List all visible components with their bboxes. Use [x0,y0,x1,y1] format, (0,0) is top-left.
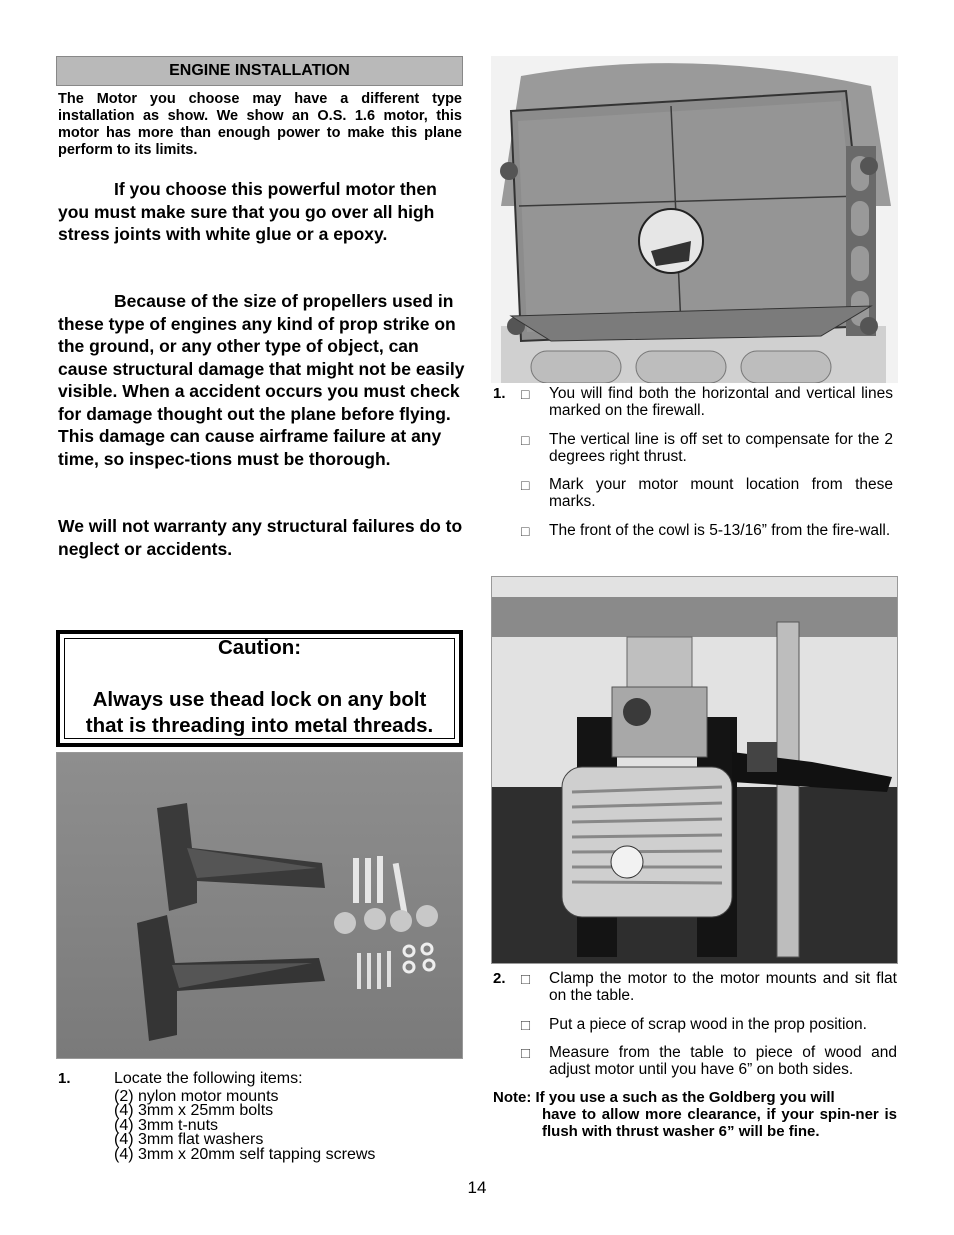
firewall-steps [493,385,897,562]
page-number: 14 [467,1178,487,1197]
section-title: ENGINE INSTALLATION [169,62,350,79]
paragraph-propellers: Because of the size of propellers used in these type of engines any kind of prop strike on the ground, or any other type of object, can cause structural damage that might not be easily visible. When a accident occurs you must check for damage thought out the plane before flying. This damage can cause airframe failure at any time, so inspec-tions must be thorough. [58,291,465,469]
checklist-item [493,476,897,522]
caution-title: Caution: [217,636,302,659]
checkbox-icon[interactable]: □ [521,432,530,448]
checkbox-icon[interactable]: □ [521,386,530,402]
motor-steps [493,970,897,1084]
checkbox-icon[interactable]: □ [521,1045,531,1062]
caution-box [56,630,463,747]
list-item: (4) 3mm flat washers [114,1131,264,1149]
parts-list [114,1090,375,1162]
section-title-bar [56,56,463,86]
checkbox-icon[interactable]: □ [521,971,531,988]
step-number: 1. [493,385,506,402]
checklist-text: The vertical line is off set to compensate for the 2 degrees right thrust. [549,431,893,465]
paragraph-powerful-motor: If you choose this powerful motor then you must make sure that you go over all high stress joints with white glue or a epoxy. [58,179,437,244]
checklist-item [493,522,897,562]
list-item: (4) 3mm x 25mm bolts [114,1102,274,1120]
checkbox-icon[interactable]: □ [521,1017,531,1034]
paragraph-warranty: We will not warranty any structural failures do to neglect or accidents. [58,516,463,559]
caution-line: Always use thead lock on any bolt [92,688,427,711]
checkbox-icon[interactable]: □ [521,477,530,493]
note-text-rest: have to allow more clearance, if your spin-ner is flush with thrust washer 6” will be fine. [542,1106,897,1140]
checklist-text: The front of the cowl is 5-13/16” from the fire-wall. [549,522,891,539]
motor-photo [491,576,898,964]
list-item: (4) 3mm t-nuts [114,1116,219,1134]
note-block [493,1089,897,1140]
intro-paragraph: The Motor you choose may have a different type installation as show. We show an O.S. 1.6 motor, this motor has more than enough power to make this plane perform to its limits. [58,91,462,158]
note-text-first: If you use a such as the Goldberg you will [535,1089,835,1106]
checklist-text: Mark your motor mount location from these marks. [549,476,893,510]
list-item: (4) 3mm x 20mm self tapping screws [114,1145,376,1163]
checklist-text: Put a piece of scrap wood in the prop position. [549,1016,867,1033]
checklist-item [493,1016,897,1044]
checklist-text: You will find both the horizontal and vertical lines marked on the firewall. [549,385,893,419]
list-item: (2) nylon motor mounts [114,1088,279,1105]
checkbox-icon[interactable]: □ [521,523,530,539]
caution-message [60,687,459,739]
step-text: Locate the following items: [114,1070,303,1087]
checklist-text: Measure from the table to piece of wood and adjust motor until you have 6” on both sides. [549,1044,897,1078]
checklist-item [493,970,897,1016]
firewall-photo [491,56,898,383]
checklist-item [493,431,897,476]
step-number: 1. [58,1070,71,1087]
parts-photo [56,752,463,1059]
checklist-item [493,1044,897,1084]
checklist-text: Clamp the motor to the motor mounts and sit flat on the table. [549,970,897,1004]
caution-line: that is threading into metal threads. [85,714,434,737]
step-number: 2. [493,970,506,987]
checklist-item [493,385,897,431]
note-label: Note: [493,1089,532,1106]
